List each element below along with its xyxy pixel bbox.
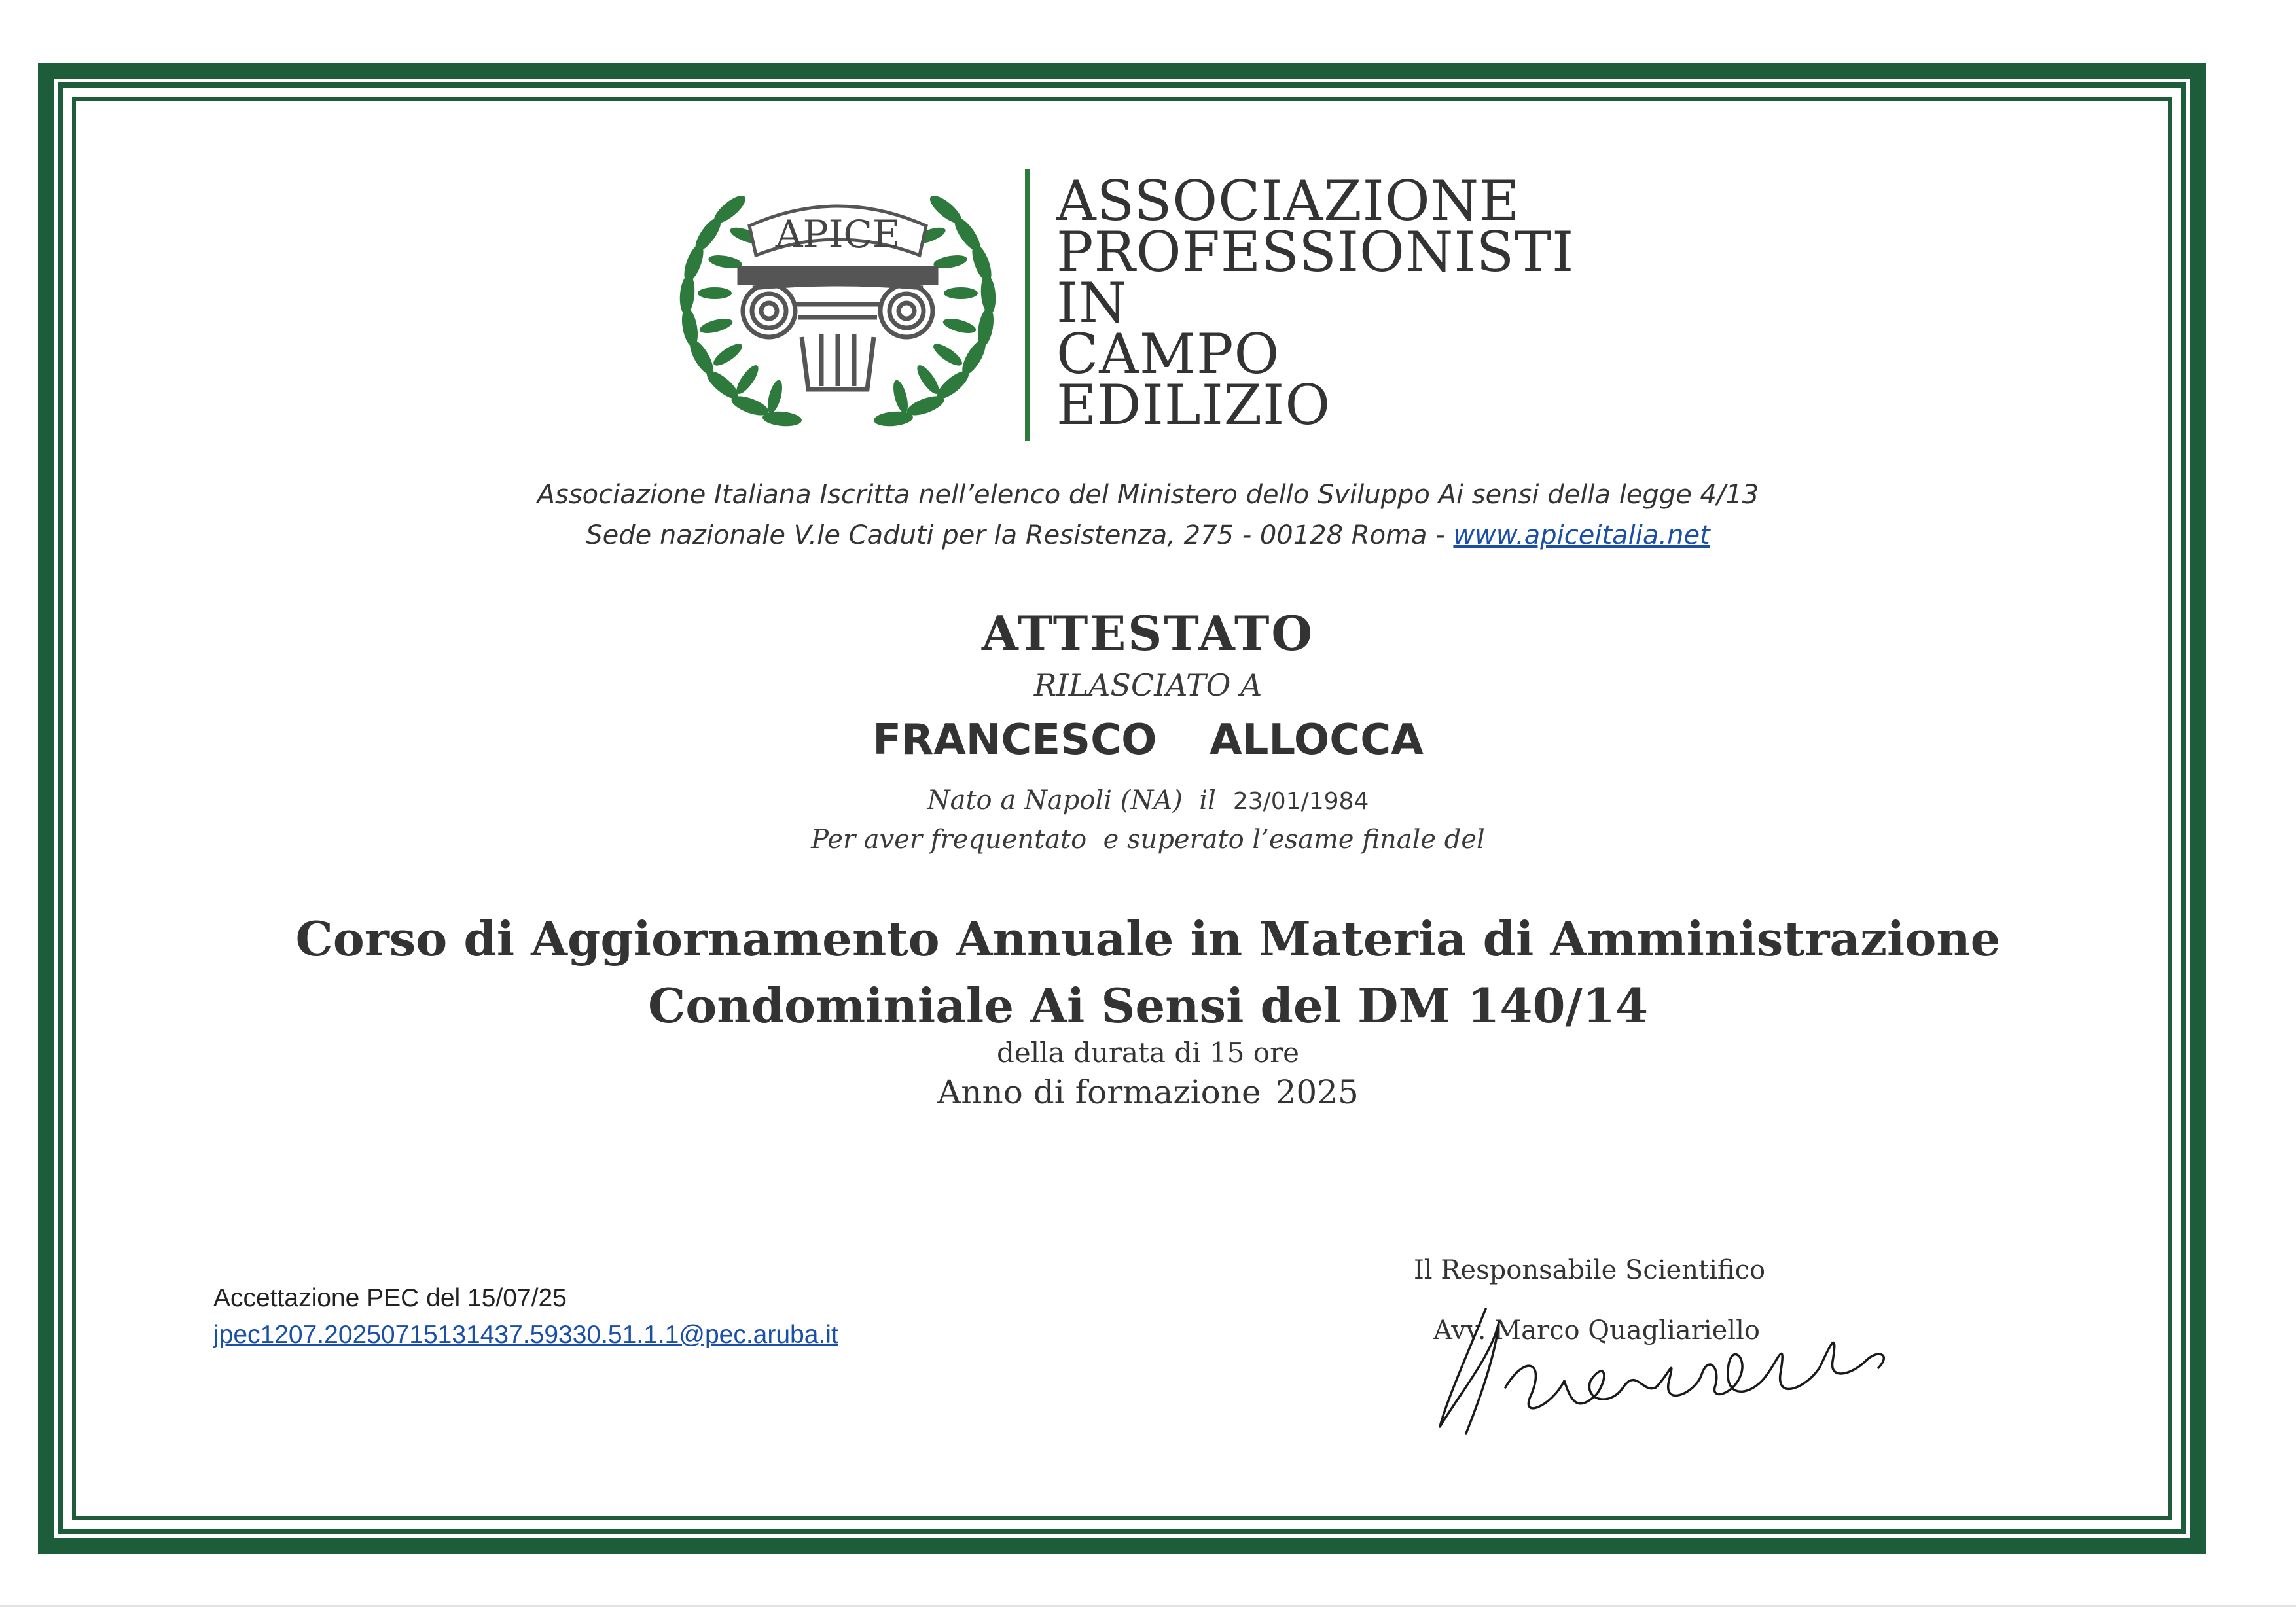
training-year [0,1073,2296,1111]
certificate-title: ATTESTATO [981,605,1315,661]
birth-date: 23/01/1984 [1232,788,1369,815]
org-name-line: PROFESSIONISTI [1056,220,1575,284]
birth-text: Nato a Napoli (NA) il [927,785,1216,815]
recipient-name: FRANCESCO ALLOCCA [872,716,1424,764]
logo-divider [1025,169,1030,441]
org-name-line: EDILIZIO [1056,373,1331,437]
attended-text: Per aver frequentato e superato l’esame finale del [811,825,1485,855]
logo-text: APICE [775,212,901,257]
issued-to-label: RILASCIATO A [1033,668,1263,703]
pec-acceptance [213,1280,838,1353]
course-duration: della durata di 15 ore [997,1037,1299,1069]
page-bottom-edge [0,1605,2296,1607]
org-name-line: IN [1056,271,1128,335]
birth-info [0,785,2296,815]
year-value: 2025 [1275,1073,1359,1111]
year-label: Anno di formazione [937,1073,1261,1111]
address-text: Sede nazionale V.le Caduti per la Resistenza, 275 - 00128 Roma - [586,520,1454,550]
pec-id-link[interactable]: jpec1207.20250715131437.59330.51.1.1@pec.aruba.it [213,1321,838,1349]
apice-logo [668,164,1008,452]
pec-label: Accettazione PEC del 15/07/25 [213,1284,567,1312]
org-name-line: ASSOCIAZIONE [1056,169,1520,233]
course-title-line-2: Condominiale Ai Sensi del DM 140/14 [647,978,1649,1033]
signatory-name: Avv. Marco Quagliariello [1433,1315,1760,1346]
tagline-address [0,520,2296,550]
website-link[interactable]: www.apiceitalia.net [1453,520,1710,550]
handwritten-signature [1420,1283,1905,1446]
signatory-role: Il Responsabile Scientifico [1414,1255,1766,1285]
course-title-line-1: Corso di Aggiornamento Annuale in Materia di Amministrazione [295,911,2001,967]
organization-name [1056,169,1575,437]
tagline-registration: Associazione Italiana Iscritta nell’elenco del Ministero dello Sviluppo Ai sensi della legge 4/13 [537,480,1759,510]
org-name-line: CAMPO [1056,322,1280,386]
ionic-column-icon [740,268,936,389]
